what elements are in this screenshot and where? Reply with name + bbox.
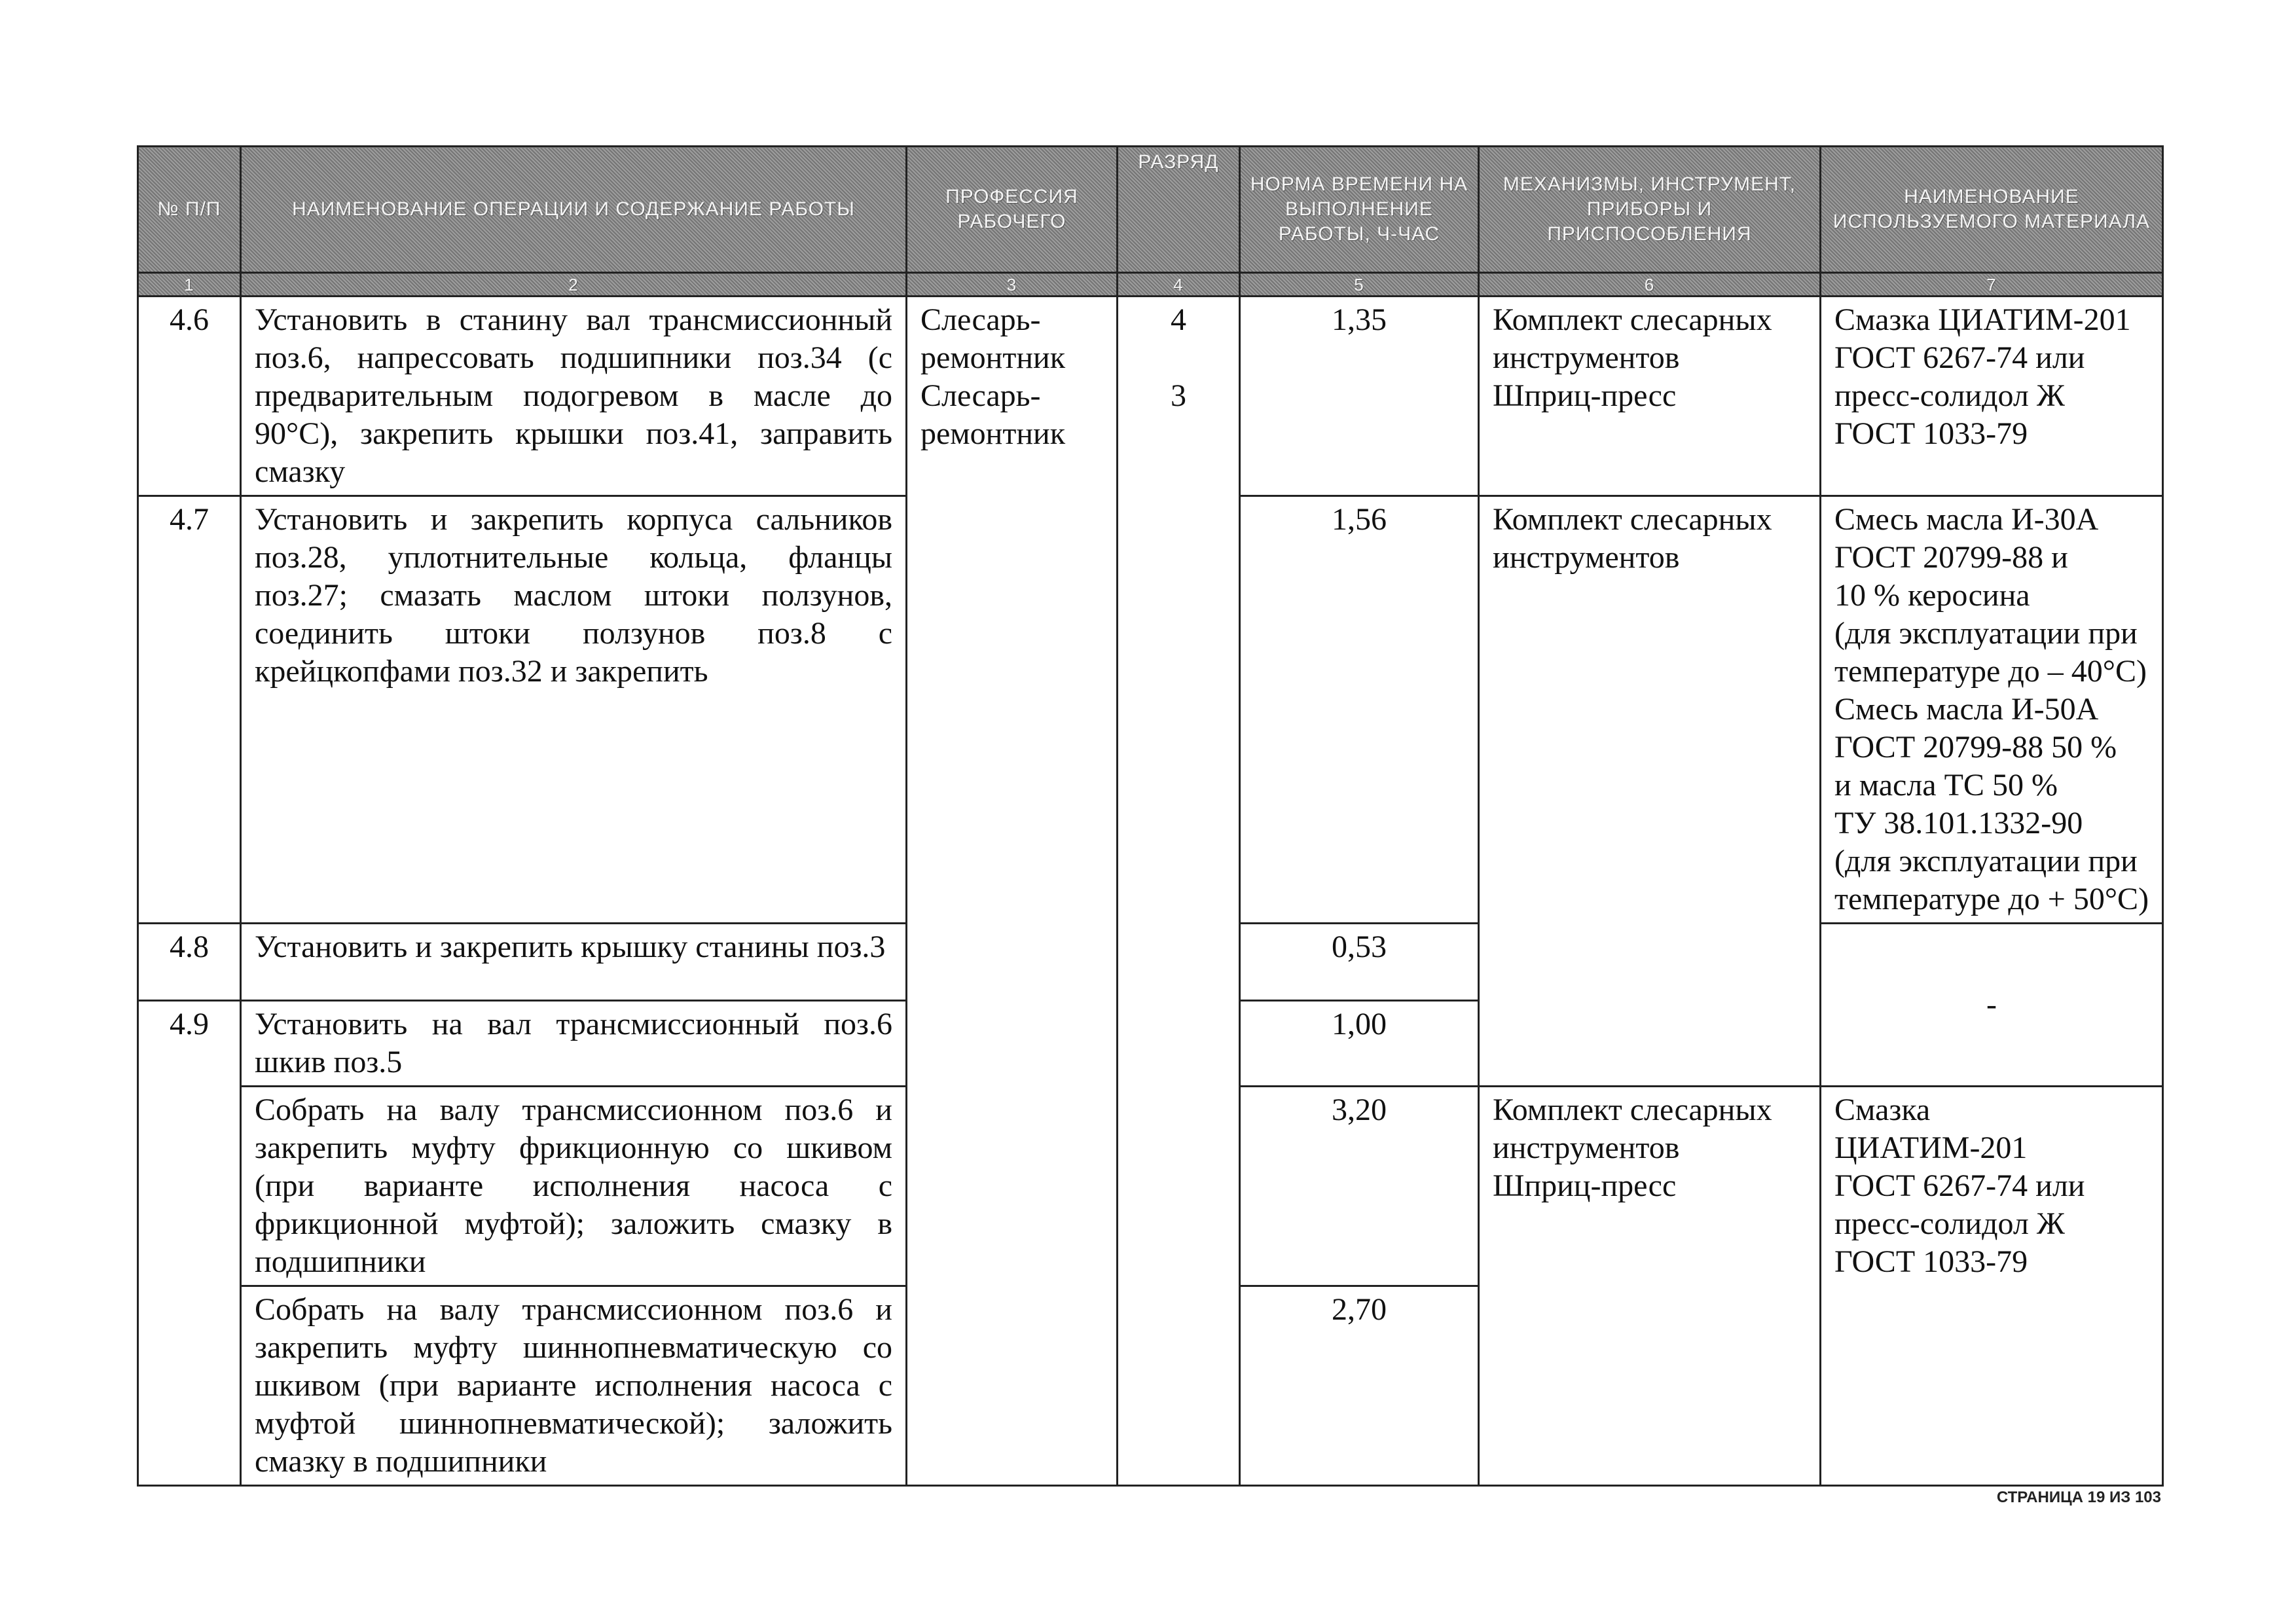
row-number: 4.7 <box>138 496 241 924</box>
tools-cell: Комплект слесарных инструментов Шприц-пресс <box>1479 1087 1821 1486</box>
material-cell: Смесь масла И-30А ГОСТ 20799-88 и 10 % керосина (для эксплуатации при температуре до – 40°С) Смесь масла И-50А ГОСТ 20799-88 50 % и масла ТС 50 % ТУ 38.101.1332-90 (для эксплуатации при температуре до + 50°С) <box>1821 496 2163 924</box>
row-number: 4.9 <box>138 1001 241 1486</box>
header-col-number: № П/П <box>138 147 241 273</box>
time-norm: 1,00 <box>1240 1001 1479 1087</box>
operation-text: Установить в станину вал трансмиссионный поз.6, напрессовать подшипники поз.34 (с предварительным подогревом в масле до 90°С), закрепить крышки поз.41, заправить смазку <box>241 297 907 496</box>
header-col-tools: МЕХАНИЗМЫ, ИНСТРУМЕНТ, ПРИБОРЫ И ПРИСПОСОБЛЕНИЯ <box>1479 147 1821 273</box>
header-number-3: 3 <box>907 273 1118 297</box>
time-norm: 3,20 <box>1240 1087 1479 1286</box>
profession-cell: Слесарь- ремонтник Слесарь- ремонтник <box>907 297 1118 1486</box>
header-number-7: 7 <box>1821 273 2163 297</box>
time-norm: 0,53 <box>1240 924 1479 1001</box>
header-number-1: 1 <box>138 273 241 297</box>
header-number-2: 2 <box>241 273 907 297</box>
row-number: 4.6 <box>138 297 241 496</box>
tools-cell: Комплект слесарных инструментов <box>1479 496 1821 1087</box>
operation-text: Собрать на валу трансмиссионном поз.6 и закрепить муфту шиннопневматическую со шкивом (при варианте исполнения насоса с муфтой шиннопневматической); заложить смазку в подшипники <box>241 1286 907 1486</box>
operation-text: Установить на вал трансмиссионный поз.6 шкив поз.5 <box>241 1001 907 1087</box>
header-col-grade: РАЗРЯД <box>1118 147 1240 273</box>
table-row <box>138 297 2163 496</box>
time-norm: 2,70 <box>1240 1286 1479 1486</box>
tools-cell: Комплект слесарных инструментов Шприц-пресс <box>1479 297 1821 496</box>
operations-table <box>137 145 2164 1487</box>
operation-text: Установить и закрепить корпуса сальников поз.28, уплотнительные кольца, фланцы поз.27; смазать маслом штоки ползунов, соединить штоки ползунов поз.8 с крейцкопфами поз.32 и закрепить <box>241 496 907 924</box>
header-col-profession: ПРОФЕССИЯ РАБОЧЕГО <box>907 147 1118 273</box>
operation-text: Собрать на валу трансмиссионном поз.6 и закрепить муфту фрикционную со шкивом (при варианте исполнения насоса с фрикционной муфтой); заложить смазку в подшипники <box>241 1087 907 1286</box>
header-number-5: 5 <box>1240 273 1479 297</box>
row-number: 4.8 <box>138 924 241 1001</box>
header-row <box>138 147 2163 273</box>
material-cell: Смазка ЦИАТИМ-201 ГОСТ 6267-74 или пресс-солидол Ж ГОСТ 1033-79 <box>1821 1087 2163 1486</box>
page-number: СТРАНИЦА 19 ИЗ 103 <box>1996 1489 2161 1506</box>
time-norm: 1,56 <box>1240 496 1479 924</box>
header-number-4: 4 <box>1118 273 1240 297</box>
header-col-operation: НАИМЕНОВАНИЕ ОПЕРАЦИИ И СОДЕРЖАНИЕ РАБОТЫ <box>241 147 907 273</box>
header-col-time-norm: НОРМА ВРЕМЕНИ НА ВЫПОЛНЕНИЕ РАБОТЫ, Ч-ЧАС <box>1240 147 1479 273</box>
time-norm: 1,35 <box>1240 297 1479 496</box>
material-cell: - <box>1821 924 2163 1087</box>
header-number-6: 6 <box>1479 273 1821 297</box>
header-col-material: НАИМЕНОВАНИЕ ИСПОЛЬЗУЕМОГО МАТЕРИАЛА <box>1821 147 2163 273</box>
operation-text: Установить и закрепить крышку станины поз.3 <box>241 924 907 1001</box>
material-cell: Смазка ЦИАТИМ-201 ГОСТ 6267-74 или пресс-солидол Ж ГОСТ 1033-79 <box>1821 297 2163 496</box>
grade-cell: 4 3 <box>1118 297 1240 1486</box>
header-numbers-row <box>138 273 2163 297</box>
